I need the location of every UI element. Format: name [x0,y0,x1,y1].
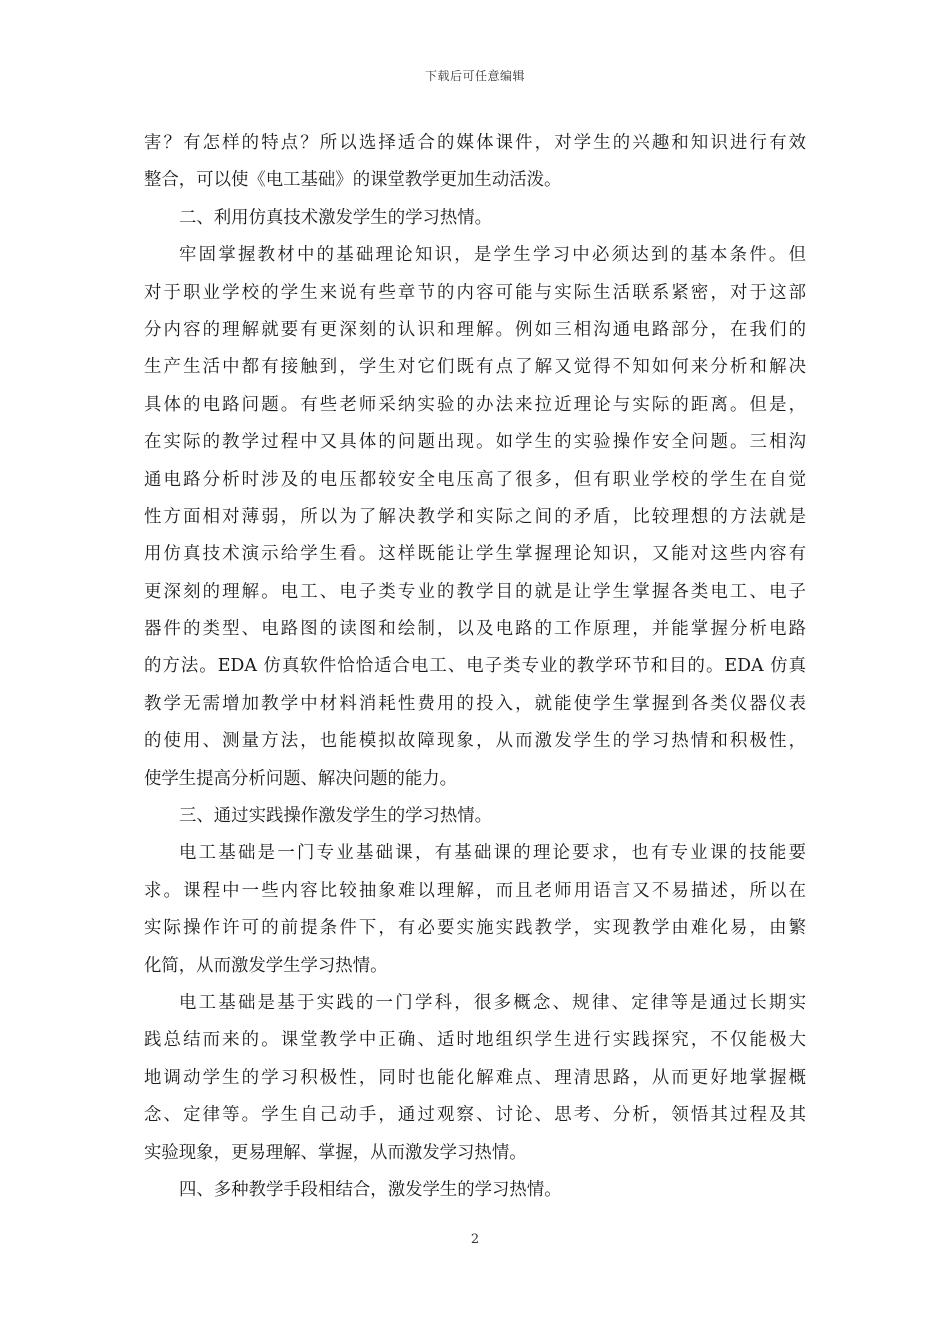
section-heading: 三、通过实践操作激发学生的学习热情。 [179,806,493,827]
text-line: 整合，可以使《电工基础》的课堂教学更加生动活泼。 [144,170,562,191]
text-line: 实际操作许可的前提条件下，有必要实施实践教学，实现教学由难化易，由繁 [144,918,806,939]
text-line: 分内容的理解就要有更深刻的认识和理解。例如三相沟通电路部分，在我们的 [144,319,806,340]
section-heading: 二、利用仿真技术激发学生的学习热情。 [179,207,493,228]
text-line: 电工基础是一门专业基础课，有基础课的理论要求，也有专业课的技能要 [179,843,806,864]
page-number: 2 [470,1232,480,1247]
text-line: 教学无需增加教学中材料消耗性费用的投入，就能使学生掌握到各类仪器仪表 [144,693,806,714]
text-line: 具体的电路问题。有些老师采纳实验的办法来拉近理论与实际的距离。但是， [144,394,806,415]
text-line: 更深刻的理解。电工、电子类专业的教学目的就是让学生掌握各类电工、电子 [144,581,806,602]
text-line: 的方法。EDA 仿真软件恰恰适合电工、电子类专业的教学环节和目的。EDA 仿真 [144,656,806,677]
text-line: 对于职业学校的学生来说有些章节的内容可能与实际生活联系紧密，对于这部 [144,282,806,303]
text-line: 化简，从而激发学生学习热情。 [144,955,388,976]
page-header: 下载后可任意编辑 [424,69,525,83]
text-line: 地调动学生的学习积极性，同时也能化解难点、理清思路，从而更好地掌握概 [144,1067,806,1088]
text-line: 生产生活中都有接触到，学生对它们既有点了解又觉得不知如何来分析和解决 [144,357,806,378]
text-line: 害？有怎样的特点？所以选择适合的媒体课件，对学生的兴趣和知识进行有效 [144,133,806,153]
text-line: 实验现象，更易理解、掌握，从而激发学习热情。 [144,1142,527,1163]
text-line: 性方面相对薄弱，所以为了解决教学和实际之间的矛盾，比较理想的方法就是 [144,506,806,527]
text-line: 的使用、测量方法，也能模拟故障现象，从而激发学生的学习热情和积极性， [144,731,806,752]
document-body [144,125,806,1209]
text-line: 用仿真技术演示给学生看。这样既能让学生掌握理论知识，又能对这些内容有 [144,544,806,565]
text-line: 使学生提高分析问题、解决问题的能力。 [144,768,458,789]
text-line: 牢固掌握教材中的基础理论知识，是学生学习中必须达到的基本条件。但 [179,245,806,266]
text-line: 在实际的教学过程中又具体的问题出现。如学生的实验操作安全问题。三相沟 [144,432,806,453]
section-heading: 四、多种教学手段相结合，激发学生的学习热情。 [179,1179,562,1200]
text-line: 念、定律等。学生自己动手，通过观察、讨论、思考、分析，领悟其过程及其 [144,1105,806,1126]
text-line: 践总结而来的。课堂教学中正确、适时地组织学生进行实践探究，不仅能极大 [144,1030,806,1051]
text-line: 求。课程中一些内容比较抽象难以理解，而且老师用语言又不易描述，所以在 [144,880,806,901]
text-line: 通电路分析时涉及的电压都较安全电压高了很多，但有职业学校的学生在自觉 [144,469,806,490]
text-line: 器件的类型、电路图的读图和绘制，以及电路的工作原理，并能掌握分析电路 [144,619,806,640]
text-line: 电工基础是基于实践的一门学科，很多概念、规律、定律等是通过长期实 [179,992,806,1013]
